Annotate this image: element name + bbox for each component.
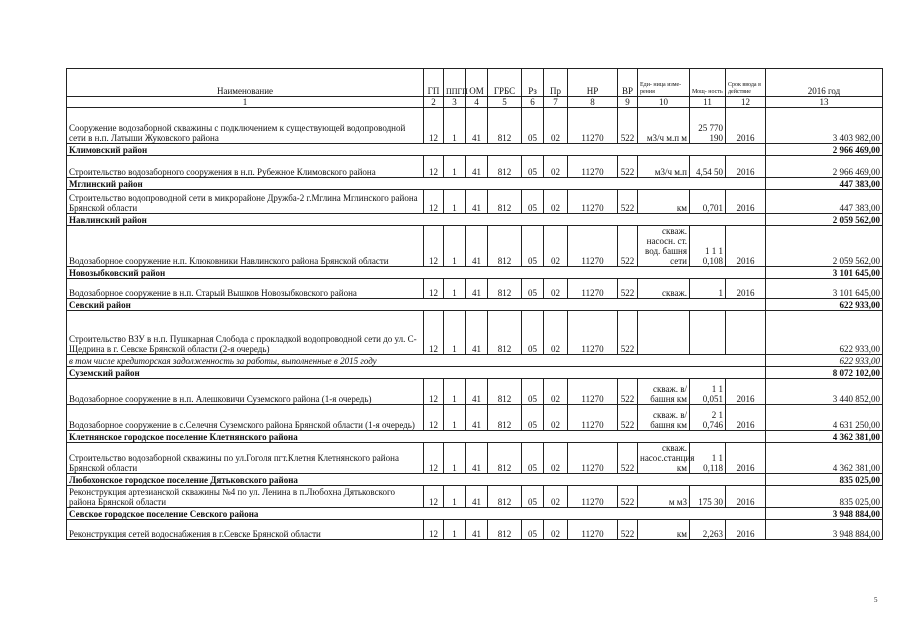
- column-number: 3: [444, 97, 466, 108]
- amount: 3 948 884,00: [766, 520, 883, 540]
- code-gp: 12: [424, 379, 444, 405]
- region-name: Севское городское поселение Севского района: [67, 508, 766, 520]
- region-name: Мглинский район: [67, 178, 766, 190]
- code-om: 41: [466, 190, 488, 214]
- code-ppgp: 1: [444, 156, 466, 178]
- code-pr: 02: [544, 520, 568, 540]
- unit-of-measure: м м3: [638, 486, 690, 508]
- item-name: Водозаборное сооружение н.п. Клюковники Навлинского района Брянской области: [67, 226, 424, 267]
- code-nr: 11270: [568, 486, 618, 508]
- commission-year: [726, 311, 766, 355]
- code-ppgp: 1: [444, 520, 466, 540]
- code-gp: 12: [424, 279, 444, 299]
- code-nr: 11270: [568, 379, 618, 405]
- code-rz: 05: [522, 443, 544, 474]
- code-gp: 12: [424, 226, 444, 267]
- header-nr: НР: [568, 69, 618, 97]
- code-nr: 11270: [568, 405, 618, 431]
- code-vr: 522: [618, 108, 638, 144]
- header-grbs: ГРБС: [488, 69, 522, 97]
- code-gp: 12: [424, 108, 444, 144]
- header-power: Мощ- ность: [690, 69, 726, 97]
- code-pr: 02: [544, 311, 568, 355]
- code-grbs: 812: [488, 379, 522, 405]
- code-pr: 02: [544, 486, 568, 508]
- region-name: Клетнянское городское поселение Клетнянского района: [67, 431, 766, 443]
- region-row: [67, 431, 883, 443]
- capacity: 1: [690, 279, 726, 299]
- column-numbers: [67, 97, 883, 108]
- code-gp: 12: [424, 520, 444, 540]
- amount: 3 440 852,00: [766, 379, 883, 405]
- code-rz: 05: [522, 311, 544, 355]
- unit-of-measure: скваж. насосн. ст. вод. башня сети: [638, 226, 690, 267]
- column-number: 13: [766, 97, 883, 108]
- code-rz: 05: [522, 108, 544, 144]
- unit-of-measure: км: [638, 520, 690, 540]
- item-name: Сооружение водозаборной скважины с подключением к существующей водопроводной сети в н.п. Латыши Жуковского района: [67, 108, 424, 144]
- code-om: 41: [466, 520, 488, 540]
- region-sum: 3 101 645,00: [766, 267, 883, 279]
- code-gp: 12: [424, 311, 444, 355]
- note-row: [67, 355, 883, 367]
- commission-year: 2016: [726, 226, 766, 267]
- code-gp: 12: [424, 156, 444, 178]
- column-number: 8: [568, 97, 618, 108]
- item-name: Водозаборное сооружение в н.п. Алешковичи Суземского района (1-я очередь): [67, 379, 424, 405]
- amount: 835 025,00: [766, 486, 883, 508]
- amount: 3 101 645,00: [766, 279, 883, 299]
- code-pr: 02: [544, 156, 568, 178]
- commission-year: 2016: [726, 279, 766, 299]
- table-row: [67, 279, 883, 299]
- table-row: [67, 311, 883, 355]
- code-vr: 522: [618, 311, 638, 355]
- region-row: [67, 299, 883, 311]
- capacity: 0,701: [690, 190, 726, 214]
- code-gp: 12: [424, 486, 444, 508]
- amount: 2 966 469,00: [766, 156, 883, 178]
- region-name: Новозыбковский район: [67, 267, 766, 279]
- region-sum: 835 025,00: [766, 474, 883, 486]
- table-row: [67, 520, 883, 540]
- code-ppgp: 1: [444, 379, 466, 405]
- table-row: [67, 108, 883, 144]
- code-pr: 02: [544, 405, 568, 431]
- code-grbs: 812: [488, 405, 522, 431]
- capacity: [690, 311, 726, 355]
- code-grbs: 812: [488, 156, 522, 178]
- capacity: 1 1 0,118: [690, 443, 726, 474]
- amount: 622 933,00: [766, 311, 883, 355]
- code-om: 41: [466, 311, 488, 355]
- commission-year: 2016: [726, 108, 766, 144]
- code-nr: 11270: [568, 226, 618, 267]
- code-rz: 05: [522, 486, 544, 508]
- unit-of-measure: скваж. в/башня км: [638, 379, 690, 405]
- column-number: 7: [544, 97, 568, 108]
- code-rz: 05: [522, 279, 544, 299]
- unit-of-measure: м3/ч м.п: [638, 156, 690, 178]
- header-pr: Пр: [544, 69, 568, 97]
- column-number: 10: [638, 97, 690, 108]
- code-grbs: 812: [488, 520, 522, 540]
- commission-year: 2016: [726, 443, 766, 474]
- capacity: 1 1 1 0,108: [690, 226, 726, 267]
- code-ppgp: 1: [444, 405, 466, 431]
- amount: 3 403 982,00: [766, 108, 883, 144]
- capacity: 175 30: [690, 486, 726, 508]
- code-om: 41: [466, 279, 488, 299]
- region-row: [67, 267, 883, 279]
- code-vr: 522: [618, 486, 638, 508]
- code-vr: 522: [618, 379, 638, 405]
- commission-year: 2016: [726, 379, 766, 405]
- code-om: 41: [466, 226, 488, 267]
- note-sum: 622 933,00: [766, 355, 883, 367]
- column-number: 1: [67, 97, 424, 108]
- code-om: 41: [466, 108, 488, 144]
- region-sum: 4 362 381,00: [766, 431, 883, 443]
- table-row: [67, 443, 883, 474]
- code-om: 41: [466, 486, 488, 508]
- code-gp: 12: [424, 405, 444, 431]
- code-grbs: 812: [488, 279, 522, 299]
- region-name: Климовский район: [67, 144, 766, 156]
- header-name: Наименование: [67, 69, 424, 97]
- region-sum: 2 059 562,00: [766, 214, 883, 226]
- code-grbs: 812: [488, 311, 522, 355]
- code-ppgp: 1: [444, 443, 466, 474]
- code-nr: 11270: [568, 190, 618, 214]
- region-name: Навлинский район: [67, 214, 766, 226]
- column-number: 9: [618, 97, 638, 108]
- commission-year: 2016: [726, 405, 766, 431]
- header-om: ОМ: [466, 69, 488, 97]
- code-rz: 05: [522, 156, 544, 178]
- code-ppgp: 1: [444, 279, 466, 299]
- region-row: [67, 508, 883, 520]
- capacity: 2,263: [690, 520, 726, 540]
- amount: 4 631 250,00: [766, 405, 883, 431]
- code-om: 41: [466, 156, 488, 178]
- code-pr: 02: [544, 108, 568, 144]
- code-rz: 05: [522, 226, 544, 267]
- code-grbs: 812: [488, 443, 522, 474]
- table-header: [67, 69, 883, 97]
- column-number: 2: [424, 97, 444, 108]
- capacity: 25 770 190: [690, 108, 726, 144]
- unit-of-measure: скваж. в/башня км: [638, 405, 690, 431]
- code-rz: 05: [522, 405, 544, 431]
- code-ppgp: 1: [444, 311, 466, 355]
- code-gp: 12: [424, 443, 444, 474]
- code-nr: 11270: [568, 311, 618, 355]
- header-rz: Рз: [522, 69, 544, 97]
- table-row: [67, 486, 883, 508]
- code-vr: 522: [618, 405, 638, 431]
- code-grbs: 812: [488, 226, 522, 267]
- unit-of-measure: [638, 311, 690, 355]
- amount: 4 362 381,00: [766, 443, 883, 474]
- header-ppgp: ППГП: [444, 69, 466, 97]
- code-nr: 11270: [568, 108, 618, 144]
- commission-year: 2016: [726, 520, 766, 540]
- code-grbs: 812: [488, 108, 522, 144]
- code-vr: 522: [618, 226, 638, 267]
- code-ppgp: 1: [444, 190, 466, 214]
- table-row: [67, 156, 883, 178]
- capacity: 2 1 0,746: [690, 405, 726, 431]
- region-row: [67, 367, 883, 379]
- code-pr: 02: [544, 279, 568, 299]
- table-row: [67, 226, 883, 267]
- column-number: 6: [522, 97, 544, 108]
- item-name: Строительство водопроводной сети в микрорайоне Дружба-2 г.Мглина Мглинского района Брянской области: [67, 190, 424, 214]
- region-sum: 2 966 469,00: [766, 144, 883, 156]
- region-sum: 3 948 884,00: [766, 508, 883, 520]
- code-nr: 11270: [568, 520, 618, 540]
- header-unit: Еди- ница изме- рения: [638, 69, 690, 97]
- code-ppgp: 1: [444, 108, 466, 144]
- unit-of-measure: км: [638, 190, 690, 214]
- item-name: Реконструкция артезианской скважины №4 по ул. Ленина в п.Любохна Дятьковского района Брянской области: [67, 486, 424, 508]
- unit-of-measure: скваж.: [638, 279, 690, 299]
- unit-of-measure: м3/ч м.п м: [638, 108, 690, 144]
- region-sum: 8 072 102,00: [766, 367, 883, 379]
- commission-year: 2016: [726, 156, 766, 178]
- table-body: [67, 108, 883, 540]
- table-row: [67, 405, 883, 431]
- code-gp: 12: [424, 190, 444, 214]
- region-sum: 447 383,00: [766, 178, 883, 190]
- item-name: Водозаборное сооружение в н.п. Старый Вышков Новозыбковского района: [67, 279, 424, 299]
- commission-year: 2016: [726, 486, 766, 508]
- code-vr: 522: [618, 443, 638, 474]
- region-row: [67, 178, 883, 190]
- page-mark: 5: [874, 596, 878, 604]
- capacity: 1 1 0,051: [690, 379, 726, 405]
- column-number: 4: [466, 97, 488, 108]
- code-om: 41: [466, 379, 488, 405]
- unit-of-measure: скваж. насос.станция км: [638, 443, 690, 474]
- code-pr: 02: [544, 379, 568, 405]
- code-nr: 11270: [568, 156, 618, 178]
- note-text: в том числе кредиторская задолженность за работы, выполненные в 2015 году: [67, 355, 766, 367]
- region-name: Севский район: [67, 299, 766, 311]
- table-row: [67, 379, 883, 405]
- code-vr: 522: [618, 279, 638, 299]
- item-name: Строительство ВЗУ в н.п. Пушкарная Слобода с прокладкой водопроводной сети до ул. С-Щедрина в г. Севске Брянской области (2-я очередь): [67, 311, 424, 355]
- item-name: Водозаборное сооружение в с.Селечня Суземского района Брянской области (1-я очередь): [67, 405, 424, 431]
- header-gp: ГП: [424, 69, 444, 97]
- item-name: Реконструкция сетей водоснабжения в г.Севске Брянской области: [67, 520, 424, 540]
- commission-year: 2016: [726, 190, 766, 214]
- region-name: Суземский район: [67, 367, 766, 379]
- code-rz: 05: [522, 190, 544, 214]
- column-number-row: [67, 97, 883, 108]
- capacity: 4,54 50: [690, 156, 726, 178]
- code-nr: 11270: [568, 279, 618, 299]
- code-ppgp: 1: [444, 486, 466, 508]
- header-vr: ВР: [618, 69, 638, 97]
- table-row: [67, 190, 883, 214]
- code-grbs: 812: [488, 486, 522, 508]
- column-number: 5: [488, 97, 522, 108]
- column-number: 11: [690, 97, 726, 108]
- item-name: Строительство водозаборного сооружения в н.п. Рубежное Климовского района: [67, 156, 424, 178]
- code-pr: 02: [544, 226, 568, 267]
- code-rz: 05: [522, 520, 544, 540]
- region-name: Любохонское городское поселение Дятьковского района: [67, 474, 766, 486]
- region-sum: 622 933,00: [766, 299, 883, 311]
- code-vr: 522: [618, 156, 638, 178]
- header-term: Срок ввода в действие: [726, 69, 766, 97]
- amount: 447 383,00: [766, 190, 883, 214]
- code-om: 41: [466, 405, 488, 431]
- code-rz: 05: [522, 379, 544, 405]
- header-year: 2016 год: [766, 69, 883, 97]
- code-nr: 11270: [568, 443, 618, 474]
- item-name: Строительство водозаборной скважины по ул.Гоголя пгт.Клетня Клетнянского района Брянской области: [67, 443, 424, 474]
- code-pr: 02: [544, 443, 568, 474]
- region-row: [67, 474, 883, 486]
- amount: 2 059 562,00: [766, 226, 883, 267]
- code-ppgp: 1: [444, 226, 466, 267]
- code-pr: 02: [544, 190, 568, 214]
- code-grbs: 812: [488, 190, 522, 214]
- budget-table: [66, 68, 883, 540]
- code-vr: 522: [618, 520, 638, 540]
- code-vr: 522: [618, 190, 638, 214]
- code-om: 41: [466, 443, 488, 474]
- column-number: 12: [726, 97, 766, 108]
- region-row: [67, 144, 883, 156]
- region-row: [67, 214, 883, 226]
